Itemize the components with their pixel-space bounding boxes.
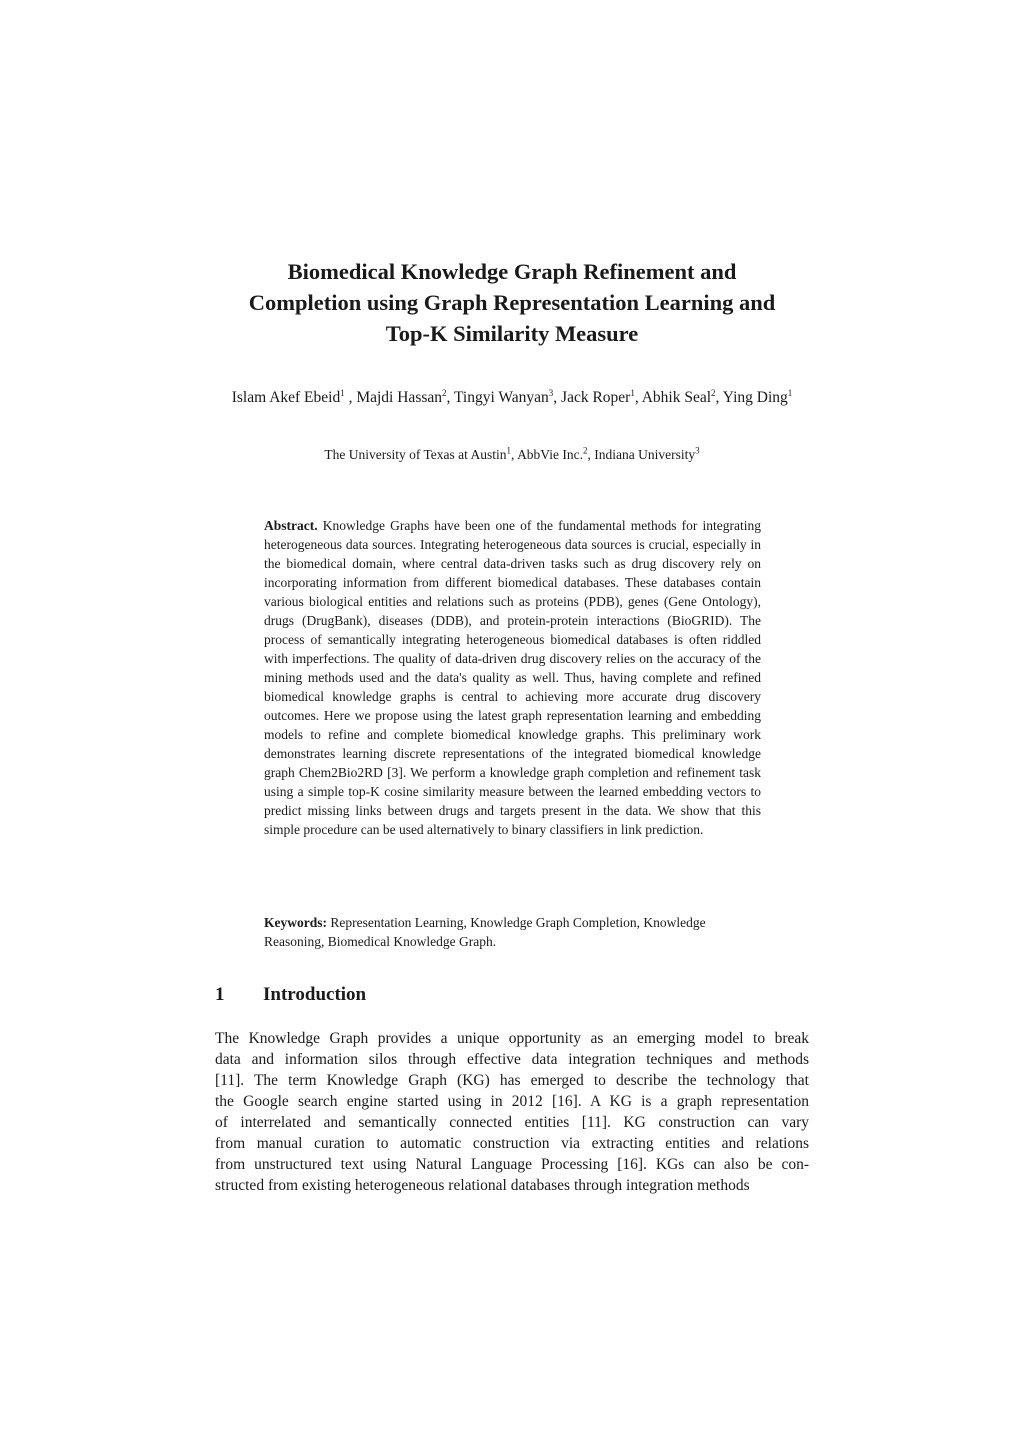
author-name: Ying Ding: [722, 389, 788, 406]
abstract-text: Knowledge Graphs have been one of the fundamental methods for integrating heterogeneous data sources. Integrating heterogeneous data sources is crucial, especially in the biomedical domain, where central data-driven tasks such as drug discovery rely on incorporating information from different biomedical databases. These databases contain various biological entities and relations such as proteins (PDB), genes (Gene Ontology), drugs (DrugBank), diseases (DDB), and protein-protein interactions (BioGRID). The process of semantically integrating heterogeneous biomedical databases is often riddled with imperfections. The quality of data-driven drug discovery relies on the accuracy of the mining methods used and the data's quality as well. Thus, having complete and refined biomedical knowledge graphs is central to achieving more accurate drug discovery outcomes. Here we propose using the latest graph representation learning and embedding models to refine and complete biomedical knowledge graphs. This preliminary work demonstrates learning discrete representations of the integrated biomedical knowledge graph Chem2Bio2RD [3]. We perform a knowledge graph completion and refinement task using a simple top-K cosine similarity measure between the learned embedding vectors to predict missing links between drugs and targets present in the data. We show that this simple procedure can be used alternatively to binary classifiers in link prediction.: [264, 518, 761, 837]
author-name: Jack Roper: [561, 389, 631, 406]
affiliation-mark: 2: [582, 445, 588, 456]
affiliation-mark: 1: [506, 445, 512, 456]
abstract-label: Abstract.: [264, 518, 318, 533]
author-affiliation-mark: 2: [442, 387, 447, 398]
keywords: [264, 913, 761, 951]
paragraph-line: from unstructured text using Natural Language Processing [16]. KGs can also be con-: [215, 1156, 809, 1173]
author-affiliation-mark: 1: [787, 387, 793, 398]
affiliation-name: AbbVie Inc.: [517, 447, 583, 462]
paragraph-line: the Google search engine started using in 2012 [16]. A KG is a graph representation: [215, 1093, 809, 1110]
paragraph-line: of interrelated and semantically connected entities [11]. KG construction can vary: [215, 1114, 809, 1131]
section-title: Introduction: [263, 984, 367, 1005]
author-affiliation-mark: 2: [711, 387, 716, 398]
title-line: Biomedical Knowledge Graph Refinement and: [287, 259, 737, 284]
author-name: Tingyi Wanyan: [454, 389, 549, 406]
author-list: Islam Akef Ebeid$^1$ , Majdi Hassan$^2$, Tingyi Wanyan$^3$, Jack Roper$^1$, Abhik Seal$^2$, Ying Ding$^1$: [231, 387, 793, 406]
author-name: Majdi Hassan: [356, 389, 443, 406]
paragraph-line: structed from existing heterogeneous relational databases through integration methods: [215, 1177, 750, 1194]
author-affiliation-mark: 1: [630, 387, 635, 398]
section-number: 1: [215, 984, 225, 1005]
paragraph-line: [11]. The term Knowledge Graph (KG) has emerged to describe the technology that: [215, 1072, 809, 1089]
paragraph-line: data and information silos through effective data integration techniques and methods: [215, 1051, 809, 1068]
affiliation-name: Indiana University: [594, 447, 696, 462]
paragraph-line: from manual curation to automatic construction via extracting entities and relations: [215, 1135, 809, 1152]
affiliation-mark: 3: [695, 445, 700, 456]
affiliation-list: The University of Texas at Austin$^1$, AbbVie Inc.$^2$, Indiana University$^3$: [324, 445, 700, 462]
title-line: Top-K Similarity Measure: [385, 321, 639, 346]
author-name: Abhik Seal: [641, 389, 712, 406]
author-name: Islam Akef Ebeid: [231, 389, 341, 406]
introduction-paragraph: [215, 1028, 809, 1196]
author-affiliation-mark: 1: [340, 387, 345, 398]
section-heading: [215, 983, 366, 1007]
paragraph-line: The Knowledge Graph provides a unique opportunity as an emerging model to break: [215, 1030, 809, 1047]
keywords-text: Representation Learning, Knowledge Graph Completion, Knowledge Reasoning, Biomedical Knowledge Graph.: [264, 915, 706, 949]
abstract: [264, 516, 761, 839]
keywords-label: Keywords:: [264, 915, 327, 930]
title-line: Completion using Graph Representation Learning and: [248, 290, 776, 315]
affiliation-name: The University of Texas at Austin: [324, 447, 507, 462]
paper-title: [200, 256, 824, 349]
author-affiliation-mark: 3: [548, 387, 554, 398]
